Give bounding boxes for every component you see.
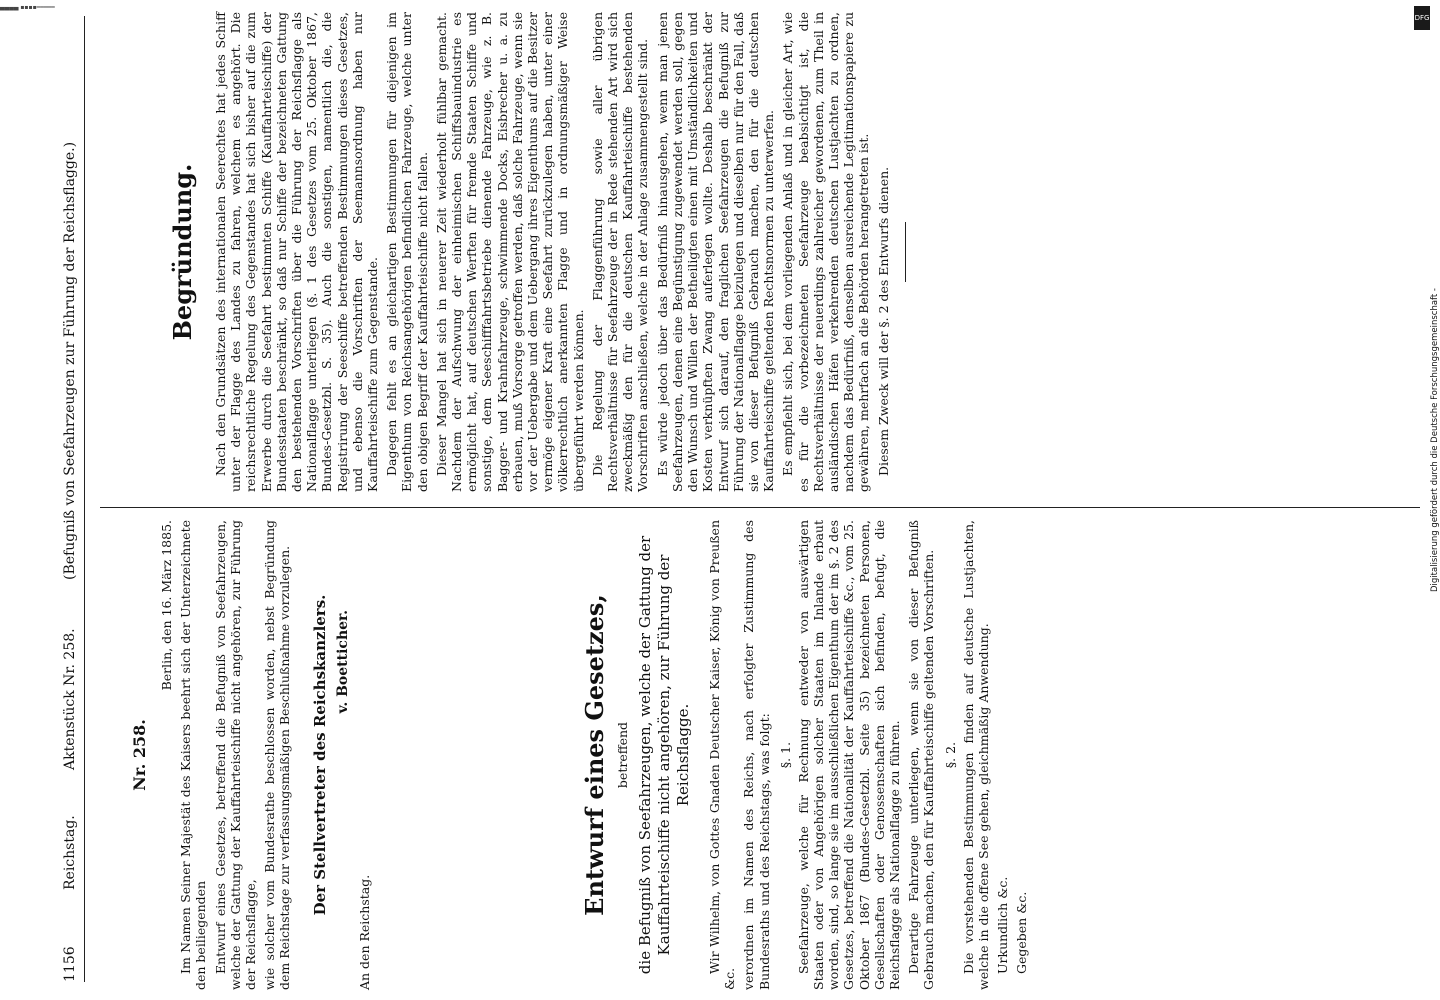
submission-paragraph: wie solcher vom Bundesrathe beschlossen worden, nebst Begründung dem Reichstage zur verfassungsmäßigen Beschlußnahme vorzulegen. xyxy=(262,520,293,990)
explanation-p1: Nach den Grundsätzen des internationalen Seerechtes hat jedes Schiff unter der Flagge des Landes zu fahren, welchem es angehört. Die reichsrechtliche Regelung des Gegenstandes hat sich bisher auf die zum Erwerbe durch die Seefahrt bestimmten Schiffe (Kauffahrteischiffe) der Bundesstaaten beschränkt, so daß nur Schiffe der bezeichneten Gattung den bestehenden Vorschriften über die Führung der Reichsflagge als Nationalflagge unterliegen (§. 1 des Gesetzes vom 25. Oktober 1867, Bundes-Gesetzbl. S. 35). Auch die sonstigen, namentlich die, die Registrirung der Seeschiffe betreffenden Bestimmungen dieses Gesetzes, und ebenso die Vorschriften der Seemannsordnung haben nur Kauffahrteischiffe zum Gegenstande. xyxy=(213,12,381,492)
bill-subtitle: die Befugniß von Seefahrzeugen, welche der Gattung der Kauffahrteischiffe nicht angehören, zur Führung der Reichsflagge. xyxy=(636,535,692,975)
section-2-text: Die vorstehenden Bestimmungen finden auf deutsche Lustjachten, welche in die offene See gehen, gleichmäßig Anwendung. xyxy=(960,520,991,990)
bill-title: Entwurf eines Gesetzes, xyxy=(580,594,609,916)
intro-paragraph: Im Namen Seiner Majestät des Kaisers beehrt sich der Unterzeichnete den beiliegenden xyxy=(178,520,209,990)
section-1-text-2: Derartige Fahrzeuge unterliegen, wenn sie von dieser Befugniß Gebrauch machen, den für Kauffahrteischiffe geltenden Vorschriften. xyxy=(906,520,937,990)
explanation-p2: Dagegen fehlt es an gleichartigen Bestimmungen für diejenigen im Eigenthum von Reichsangehörigen befindlichen Fahrzeuge, welche unter den obigen Begriff der Kauffahrteischiffe nicht fallen. xyxy=(384,12,430,492)
bill-reference: Entwurf eines Gesetzes, betreffend die Befugniß von Seefahrzeugen, welche der Gattung der Kauffahrteischiffe nicht angehören, zur Führung der Reichsflagge, xyxy=(212,520,259,990)
header-source: Reichstag. xyxy=(62,815,78,890)
page-number: 1156 xyxy=(62,946,78,982)
explanation-p4: Die Regelung der Flaggenführung sowie aller übrigen Rechtsverhältnisse für Seefahrzeuge der in Rede stehenden Art wird sich zweckmäßig den für die deutschen Kauffahrteischiffe bestehenden Vorschriften anschließen, welche in der Anlage zusammengestellt sind. xyxy=(589,12,651,492)
dfg-logo: DFG xyxy=(1414,6,1430,30)
document-number: Nr. 258. xyxy=(130,719,149,791)
explanation-p3: Dieser Mangel hat sich in neuerer Zeit wiederholt fühlbar gemacht. Nachdem der Aufschwung der einheimischen Schiffsbauindustrie es ermöglicht hat, auf deutschen Werften für fremde Staaten Schiffe und sonstige, dem Seeschifffahrtsbetriebe dienende Fahrzeuge, wie z. B. Bagger- und Krahnfahrzeuge, schwimmende Docks, Eisbrecher u. a. zu erbauen, muß Vorsorge getroffen werden, daß solche Fahrzeuge, wenn sie vor der Uebergabe und dem Uebergang ihres Eigenthums auf die Besitzer vermöge eigener Kraft eine Seefahrt zurückzulegen haben, unter einer völkerrechtlich anerkannten Flagge und in ordnungsmäßiger Weise übergeführt werden können. xyxy=(433,12,586,492)
decree-clause: verordnen im Namen des Reichs, nach erfolgter Zustimmung des Bundesraths und des Reichstags, was folgt: xyxy=(741,520,772,990)
bill-column xyxy=(580,520,1033,990)
header-ref: Aktenstück Nr. 258. xyxy=(62,628,78,770)
section-2-heading: §. 2. xyxy=(942,741,958,769)
addressee: An den Reichstag. xyxy=(356,874,372,990)
header-subject: (Befugniß von Seefahrzeugen zur Führung der Reichsflagge.) xyxy=(62,141,78,580)
scan-margin-mark: ▄▄▄▄ ▪▪▪▪━━━━━ xyxy=(0,4,55,11)
signature-name: v. Boetticher. xyxy=(334,610,351,714)
explanation-heading: Begründung. xyxy=(168,163,197,341)
closing-urkundlich: Urkundlich &c. xyxy=(995,876,1011,974)
explanation-p5: Es würde jedoch über das Bedürfniß hinausgehen, wenn man jenen Seefahrzeugen, denen eine Begünstigung zugewendet werden soll, gegen den Wunsch und Willen der Betheiligten einen mit Umständlichkeiten und Kosten verknüpften Zwang auferlegen wollte. Deshalb beschränkt der Entwurf sich darauf, den fraglichen Seefahrzeugen die Befugniß zur Führung der Nationalflagge beizulegen und dieselben nur für den Fall, daß sie von dieser Befugniß Gebrauch machen, den für die deutschen Kauffahrteischiffe geltenden Rechtsnormen zu unterwerfen. xyxy=(654,12,777,492)
enacting-clause: Wir Wilhelm, von Gottes Gnaden Deutscher Kaiser, König von Preußen &c. xyxy=(707,520,738,990)
digitization-note xyxy=(1418,32,1440,592)
column-divider xyxy=(100,507,1420,508)
section-1-text: Seefahrzeuge, welche für Rechnung entweder von auswärtigen Staaten oder von Angehörigen solcher Staaten im Inlande erbaut worden, sind, so lange sie im ausschließlichen Eigenthum der im §. 2 des Gesetzes, betreffend die Nationalität der Kauffahrteischiffe &c., vom 25. Oktober 1867 (Bundes-Gesetzbl. Seite 35) bezeichneten Personen, Gesellschaften oder Genossenschaften sich befinden, befugt, die Reichsflagge als Nationalflagge zu führen. xyxy=(795,520,903,990)
explanation-p6: Es empfiehlt sich, bei dem vorliegenden Anlaß und in gleicher Art, wie es für die vorbezeichneten Seefahrzeuge beabsichtigt ist, die Rechtsverhältnisse der neuerdings zahlreicher gewordenen, zum Theil in ausländischen Häfen verkehrenden deutschen Lustjachten zu ordnen, nachdem das Bedürfniß, denselben ausreichende Legitimationspapiere zu gewähren, mehrfach an die Behörden herangetreten ist. xyxy=(780,12,872,492)
end-rule xyxy=(905,222,906,282)
signature-role: Der Stellvertreter des Reichskanzlers. xyxy=(310,594,329,916)
closing-gegeben: Gegeben &c. xyxy=(1014,891,1030,974)
bill-betreffend: betreffend xyxy=(615,721,630,789)
explanation-column xyxy=(110,12,906,492)
place-date: Berlin, den 16. März 1885. xyxy=(159,520,174,691)
left-column xyxy=(100,520,372,990)
header-rule xyxy=(84,16,85,982)
explanation-p7: Diesem Zweck will der §. 2 des Entwurfs dienen. xyxy=(875,166,891,476)
section-1-heading: §. 1. xyxy=(777,741,793,769)
digitization-note-text: Digitalisierung gefördert durch die Deutsche Forschungsgemeinschaft - xyxy=(1430,288,1440,592)
